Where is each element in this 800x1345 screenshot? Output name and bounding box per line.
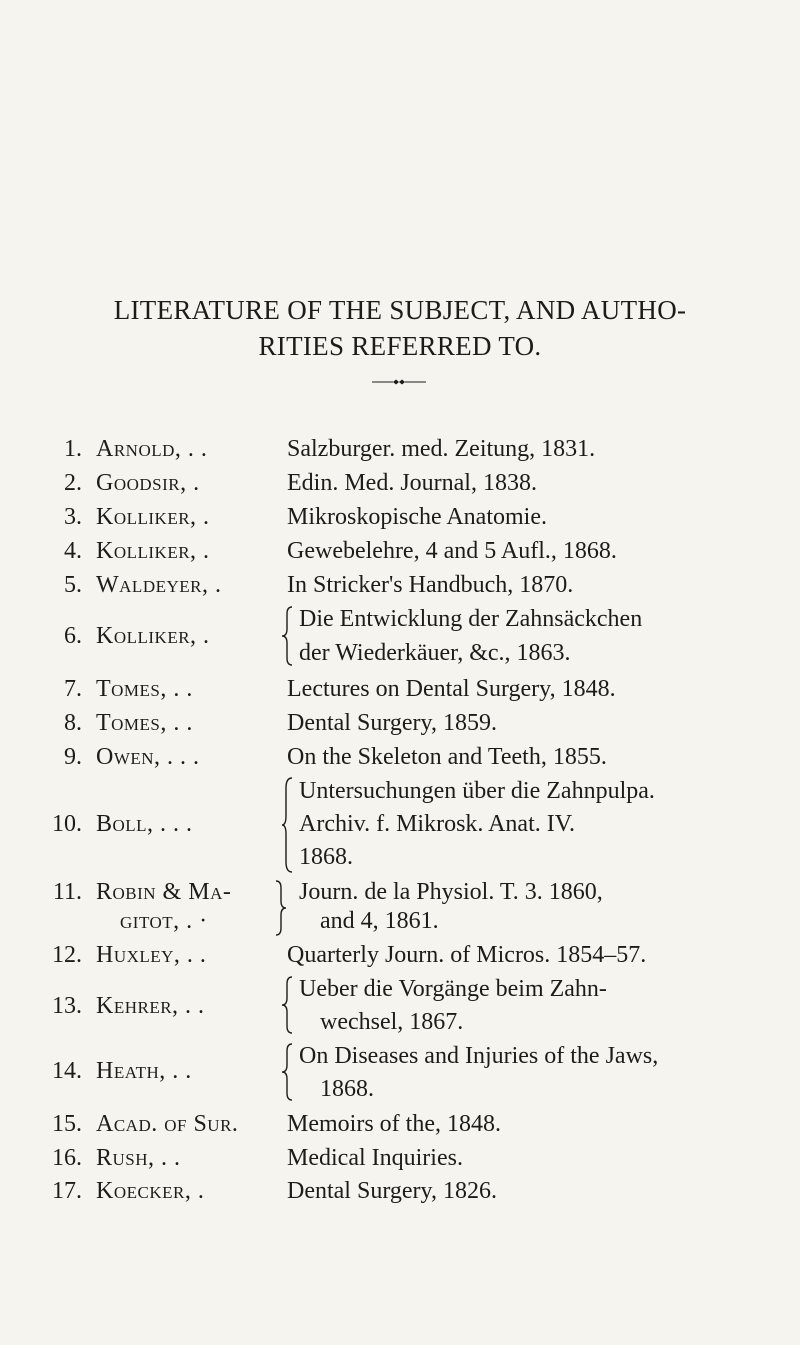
entry-author: Kolliker, .	[96, 538, 210, 564]
entry-reference: Edin. Med. Journal, 1838.	[287, 470, 537, 496]
brace-left	[280, 605, 294, 667]
entry-number: 16.	[52, 1145, 82, 1171]
entry-number: 15.	[52, 1111, 82, 1137]
entry-reference: Memoirs of the, 1848.	[287, 1111, 501, 1137]
entry-reference: wechsel, 1867.	[320, 1009, 464, 1035]
entry-reference: Mikroskopische Anatomie.	[287, 504, 547, 530]
entry-author: Arnold, . .	[96, 436, 208, 462]
entry-reference: and 4, 1861.	[320, 908, 439, 934]
entry-reference: On the Skeleton and Teeth, 1855.	[287, 744, 607, 770]
entry-reference: Journ. de la Physiol. T. 3. 1860,	[299, 879, 603, 905]
entry-number: 12.	[52, 942, 82, 968]
brace-right	[274, 879, 288, 937]
entry-author: Acad. of Sur.	[96, 1111, 239, 1137]
entry-author: Rush, . .	[96, 1145, 181, 1171]
entry-reference: Dental Surgery, 1826.	[287, 1178, 497, 1204]
entry-number: 13.	[52, 993, 82, 1019]
entry-number: 8.	[64, 710, 82, 736]
entry-reference: 1868.	[299, 844, 353, 870]
entry-number: 1.	[64, 436, 82, 462]
entry-number: 11.	[52, 879, 82, 905]
ornament-divider	[372, 378, 426, 386]
entry-reference: Untersuchungen über die Zahnpulpa.	[299, 778, 655, 804]
title-line-2: RITIES REFERRED TO.	[258, 331, 542, 361]
entry-author: Koecker, .	[96, 1178, 205, 1204]
entry-reference: Lectures on Dental Surgery, 1848.	[287, 676, 616, 702]
entry-reference: Archiv. f. Mikrosk. Anat. IV.	[299, 811, 575, 837]
title-line-1: LITERATURE OF THE SUBJECT, AND AUTHO-	[113, 295, 687, 325]
entry-number: 9.	[64, 744, 82, 770]
entry-author: Tomes, . .	[96, 676, 193, 702]
entry-author: Owen, . . .	[96, 744, 200, 770]
entry-author: Boll, . . .	[96, 811, 193, 837]
entry-author: Kolliker, .	[96, 623, 210, 649]
entry-reference: Salzburger. med. Zeitung, 1831.	[287, 436, 596, 462]
entry-author: Huxley, . .	[96, 942, 207, 968]
entry-author: Heath, . .	[96, 1058, 192, 1084]
entry-number: 10.	[52, 811, 82, 837]
page-title	[40, 292, 760, 364]
entry-number: 5.	[64, 572, 82, 598]
entry-number: 17.	[52, 1178, 82, 1204]
entry-author: Waldeyer, .	[96, 572, 222, 598]
entry-author: Robin & Ma-	[96, 879, 232, 905]
entry-number: 14.	[52, 1058, 82, 1084]
entry-number: 7.	[64, 676, 82, 702]
entry-reference: In Stricker's Handbuch, 1870.	[287, 572, 574, 598]
brace-left	[280, 1042, 294, 1102]
entry-author: Kehrer, . .	[96, 993, 205, 1019]
entry-number: 2.	[64, 470, 82, 496]
entry-author: Tomes, . .	[96, 710, 193, 736]
entry-reference: On Diseases and Injuries of the Jaws,	[299, 1043, 659, 1069]
entry-reference: Gewebelehre, 4 and 5 Aufl., 1868.	[287, 538, 617, 564]
entry-reference: Quarterly Journ. of Micros. 1854–57.	[287, 942, 647, 968]
entry-reference: Medical Inquiries.	[287, 1145, 463, 1171]
entry-reference: Ueber die Vorgänge beim Zahn-	[299, 976, 607, 1002]
brace-left	[280, 776, 294, 874]
entry-author: gitot, . ·	[120, 908, 208, 934]
entry-reference: 1868.	[320, 1076, 374, 1102]
entry-reference: der Wiederkäuer, &c., 1863.	[299, 640, 571, 666]
entry-number: 4.	[64, 538, 82, 564]
brace-left	[280, 975, 294, 1035]
entry-reference: Die Entwicklung der Zahnsäckchen	[299, 606, 643, 632]
entry-author: Kolliker, .	[96, 504, 210, 530]
entry-number: 3.	[64, 504, 82, 530]
entry-reference: Dental Surgery, 1859.	[287, 710, 497, 736]
entry-author: Goodsir, .	[96, 470, 200, 496]
entry-number: 6.	[64, 623, 82, 649]
